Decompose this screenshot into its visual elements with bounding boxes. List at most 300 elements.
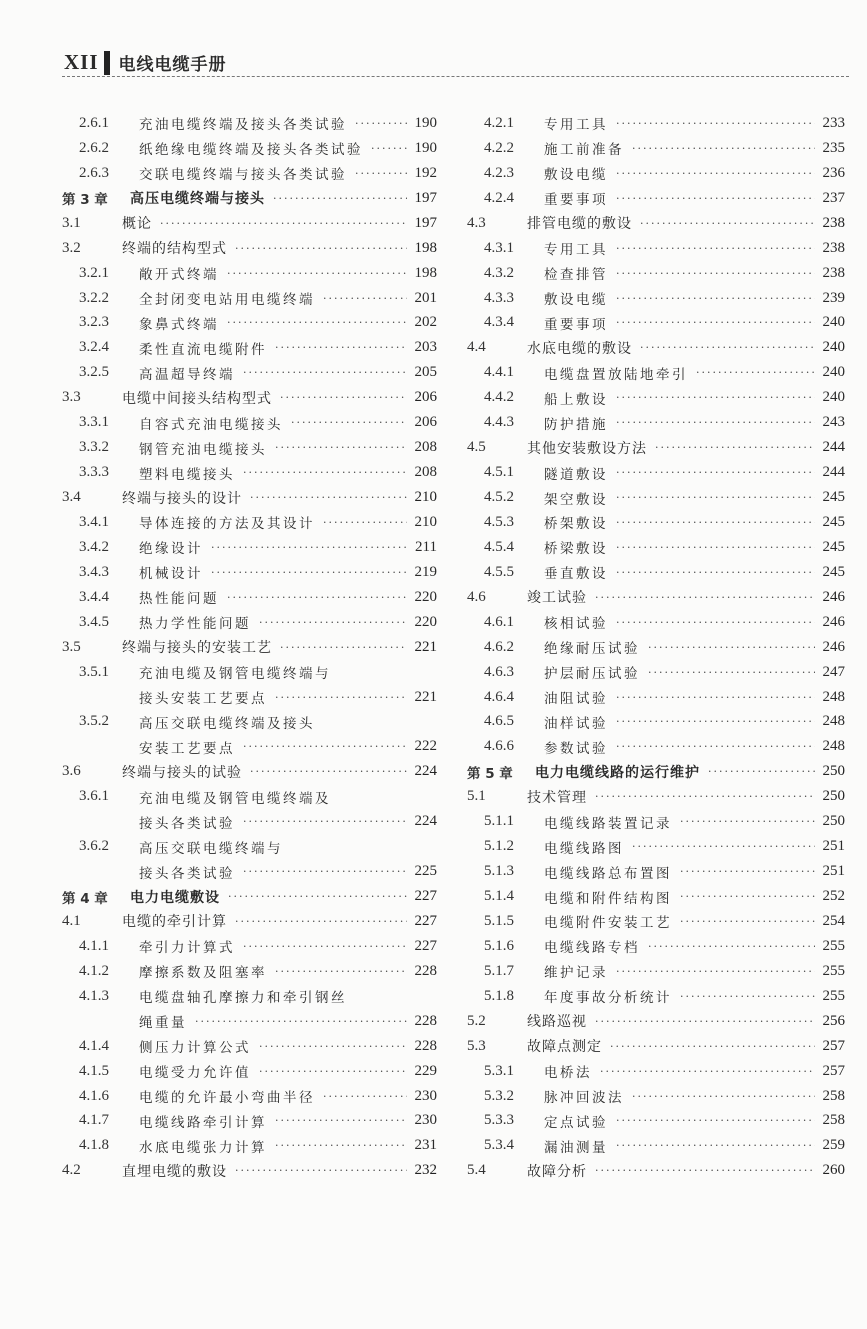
dot-leader [708, 765, 815, 778]
toc-entry-title: 电力电缆线路的运行维护 [535, 764, 700, 781]
toc-entry-page: 203 [414, 339, 437, 356]
toc-entry-title: 高温超导终端 [139, 366, 235, 383]
dot-leader [616, 391, 815, 404]
toc-entry-page: 244 [822, 439, 845, 456]
toc-entry [62, 660, 437, 685]
dot-leader [616, 416, 815, 429]
toc-entry-title: 漏油测量 [544, 1139, 608, 1156]
toc-entry-page: 240 [822, 339, 845, 356]
toc-entry-page: 247 [822, 663, 845, 680]
toc-entry [467, 959, 845, 984]
dot-leader [235, 1164, 407, 1177]
toc-entry [467, 759, 845, 784]
toc-entry-page: 238 [822, 214, 845, 231]
toc-entry [467, 1133, 845, 1158]
toc-entry-number: 3.2.1 [79, 264, 109, 281]
toc-entry-number: 4.1.6 [79, 1087, 109, 1104]
toc-entry-page: 260 [822, 1162, 845, 1179]
dot-leader [696, 366, 815, 379]
toc-entry-number: 4.6.4 [484, 688, 514, 705]
toc-entry [62, 211, 437, 236]
toc-entry-page: 246 [822, 588, 845, 605]
toc-entry-page: 206 [414, 414, 437, 431]
dot-leader [275, 441, 407, 454]
toc-entry [467, 1109, 845, 1134]
toc-entry-page: 208 [414, 464, 437, 481]
toc-entry-page: 197 [414, 189, 437, 206]
dot-leader [616, 117, 815, 130]
toc-entry-number: 3.4.4 [79, 588, 109, 605]
toc-entry-title: 侧压力计算公式 [139, 1040, 251, 1057]
dot-leader [616, 566, 815, 579]
toc-entry [467, 734, 845, 759]
toc-entry-page: 230 [414, 1112, 437, 1129]
dot-leader [243, 366, 407, 379]
dot-leader [648, 666, 815, 679]
toc-entry-page: 251 [822, 863, 845, 880]
toc-entry [62, 186, 437, 211]
toc-entry-title: 桥架敷设 [544, 516, 608, 533]
page-number: XII [64, 50, 99, 74]
dot-leader [655, 441, 815, 454]
toc-entry-title: 绝缘设计 [139, 541, 203, 558]
toc-entry-number: 5.1.7 [484, 962, 514, 979]
dot-leader [323, 292, 407, 305]
toc-entry [62, 834, 437, 859]
dot-leader [610, 1040, 815, 1053]
toc-entry-page: 246 [822, 638, 845, 655]
toc-entry [467, 934, 845, 959]
header-bar [104, 51, 110, 75]
toc-entry-number: 4.1.2 [79, 962, 109, 979]
dot-leader [632, 1090, 815, 1103]
page-header [64, 50, 227, 75]
toc-entry-title: 电缆线路总布置图 [544, 865, 672, 882]
toc-entry [62, 385, 437, 410]
toc-entry [62, 335, 437, 360]
dot-leader [616, 541, 815, 554]
toc-entry-page: 232 [414, 1162, 437, 1179]
toc-entry-page: 243 [822, 414, 845, 431]
toc-entry-page: 206 [414, 389, 437, 406]
toc-entry-page: 228 [414, 1037, 437, 1054]
dot-leader [259, 616, 407, 629]
dot-leader [323, 1090, 407, 1103]
toc-entry [467, 460, 845, 485]
toc-entry [62, 635, 437, 660]
toc-entry-title: 自容式充油电缆接头 [139, 416, 283, 433]
toc-entry-page: 197 [414, 214, 437, 231]
toc-entry-title: 敷设电缆 [544, 167, 608, 184]
toc-entry-number: 4.3 [467, 214, 486, 231]
toc-entry-page: 220 [414, 613, 437, 630]
toc-entry-page: 205 [414, 364, 437, 381]
toc-entry [62, 984, 437, 1009]
toc-entry [467, 111, 845, 136]
toc-entry-title: 牵引力计算式 [139, 940, 235, 957]
toc-entry-page: 252 [822, 888, 845, 905]
toc-entry-number: 4.6.5 [484, 713, 514, 730]
toc-entry-page: 202 [414, 314, 437, 331]
toc-entry-page: 256 [822, 1012, 845, 1029]
toc-entry-title: 重要事项 [544, 316, 608, 333]
toc-entry-page: 228 [414, 962, 437, 979]
toc-entry-title: 电缆盘轴孔摩擦力和牵引钢丝 [139, 990, 347, 1007]
toc-entry-title: 垂直敷设 [544, 566, 608, 583]
dot-leader [632, 840, 815, 853]
toc-entry [467, 335, 845, 360]
dot-leader [640, 217, 815, 230]
toc-entry-title: 电缆线路专档 [544, 940, 640, 957]
toc-entry-title: 塑料电缆接头 [139, 466, 235, 483]
toc-entry-page: 235 [822, 139, 845, 156]
toc-entry [62, 311, 437, 336]
dot-leader [640, 341, 815, 354]
toc-entry-page: 224 [414, 763, 437, 780]
toc-entry-number: 4.5.5 [484, 563, 514, 580]
dot-leader [243, 815, 407, 828]
dot-leader [600, 1065, 815, 1078]
toc-entry-page: 221 [414, 688, 437, 705]
toc-entry-number: 5.1 [467, 788, 486, 805]
toc-entry-page: 230 [414, 1087, 437, 1104]
toc-entry-title: 热力学性能问题 [139, 616, 251, 633]
toc-entry-page: 254 [822, 912, 845, 929]
toc-entry [467, 385, 845, 410]
toc-entry-page: 240 [822, 364, 845, 381]
toc-entry [467, 136, 845, 161]
toc-entry-number: 5.3.2 [484, 1087, 514, 1104]
dot-leader [648, 641, 815, 654]
toc-entry-number: 4.4.3 [484, 414, 514, 431]
toc-entry [467, 211, 845, 236]
toc-entry-number: 4.2.1 [484, 114, 514, 131]
dot-leader [227, 591, 407, 604]
toc-entry-title: 检查排管 [544, 267, 608, 284]
toc-entry [62, 261, 437, 286]
toc-entry [467, 809, 845, 834]
toc-entry-page: 208 [414, 439, 437, 456]
toc-entry [467, 859, 845, 884]
toc-entry [62, 1059, 437, 1084]
toc-entry-page: 246 [822, 613, 845, 630]
toc-entry-number: 5.1.1 [484, 813, 514, 830]
toc-entry-page: 219 [414, 563, 437, 580]
dot-leader [243, 740, 407, 753]
toc-entry-number: 4.1.7 [79, 1112, 109, 1129]
toc-entry-title: 其他安装敷设方法 [527, 440, 647, 457]
book-title: 电线电缆手册 [118, 55, 227, 75]
toc-entry-page: 233 [822, 114, 845, 131]
toc-entry-number: 4.1.3 [79, 987, 109, 1004]
toc-entry-number: 3.6 [62, 763, 81, 780]
dot-leader [275, 1114, 407, 1127]
toc-entry-page: 227 [414, 888, 437, 905]
dot-leader [616, 267, 815, 280]
toc-entry-title: 电缆的允许最小弯曲半径 [139, 1090, 315, 1107]
toc-entry-number: 4.5 [467, 439, 486, 456]
toc-entry-title: 故障点测定 [527, 1039, 602, 1056]
toc-entry [62, 959, 437, 984]
toc-entry-number: 4.1 [62, 912, 81, 929]
toc-entry-title: 接头各类试验 [139, 815, 235, 832]
dot-leader [275, 691, 407, 704]
dot-leader [291, 416, 407, 429]
toc-entry-number: 4.4.1 [484, 364, 514, 381]
toc-entry-title: 概论 [122, 216, 152, 233]
toc-entry-page: 190 [414, 114, 437, 131]
dot-leader [280, 641, 407, 654]
toc-entry [62, 1133, 437, 1158]
toc-entry [62, 734, 437, 759]
toc-entry [62, 161, 437, 186]
toc-entry-number: 3.1 [62, 214, 81, 231]
toc-entry-number: 3.4.1 [79, 513, 109, 530]
toc-entry-number: 4.1.1 [79, 937, 109, 954]
toc-entry-title: 电桥法 [544, 1065, 592, 1082]
toc-entry-title: 技术管理 [527, 789, 587, 806]
toc-entry-number: 3.2.3 [79, 314, 109, 331]
toc-entry-number: 4.5.1 [484, 464, 514, 481]
toc-entry-title: 电缆中间接头结构型式 [122, 390, 272, 407]
toc-entry-title: 船上敷设 [544, 391, 608, 408]
dot-leader [595, 591, 815, 604]
toc-entry-title: 专用工具 [544, 242, 608, 259]
dot-leader [371, 142, 407, 155]
toc-entry-number: 2.6.3 [79, 164, 109, 181]
toc-entry-title: 竣工试验 [527, 590, 587, 607]
toc-entry-title: 防护措施 [544, 416, 608, 433]
toc-entry-page: 244 [822, 464, 845, 481]
toc-entry [467, 909, 845, 934]
toc-entry-page: 192 [414, 164, 437, 181]
dot-leader [616, 691, 815, 704]
toc-entry-page: 228 [414, 1012, 437, 1029]
toc-entry-title: 电缆受力允许值 [139, 1065, 251, 1082]
toc-entry [467, 560, 845, 585]
toc-entry-number: 4.5.2 [484, 489, 514, 506]
dot-leader [275, 965, 407, 978]
toc-entry-number: 5.2 [467, 1012, 486, 1029]
toc-entry-title: 安装工艺要点 [139, 740, 235, 757]
toc-entry-number: 5.4 [467, 1162, 486, 1179]
toc-entry-title: 充油电缆及钢管电缆终端及 [139, 790, 331, 807]
toc-entry-page: 245 [822, 563, 845, 580]
dot-leader [243, 466, 407, 479]
toc-entry-title: 全封闭变电站用电缆终端 [139, 292, 315, 309]
dot-leader [195, 1015, 407, 1028]
toc-entry [467, 984, 845, 1009]
toc-entry-title: 敷设电缆 [544, 292, 608, 309]
toc-entry [467, 610, 845, 635]
toc-entry [467, 1158, 845, 1183]
toc-entry-page: 198 [414, 239, 437, 256]
toc-entry-number: 4.5.3 [484, 513, 514, 530]
header-divider [62, 76, 849, 77]
toc-entry-title: 接头各类试验 [139, 865, 235, 882]
toc-entry [62, 859, 437, 884]
toc-entry-page: 198 [414, 264, 437, 281]
dot-leader [275, 1139, 407, 1152]
toc-entry-page: 245 [822, 538, 845, 555]
dot-leader [648, 940, 815, 953]
toc-entry [467, 186, 845, 211]
toc-entry-number: 5.3.3 [484, 1112, 514, 1129]
toc-entry-number: 3.6.1 [79, 788, 109, 805]
toc-entry [62, 1109, 437, 1134]
toc-entry-title: 电缆线路牵引计算 [139, 1114, 267, 1131]
toc-entry-page: 248 [822, 713, 845, 730]
toc-entry-title: 电力电缆敷设 [130, 889, 220, 906]
toc-entry-number: 2.6.2 [79, 139, 109, 156]
toc-entry [467, 1034, 845, 1059]
toc-entry [467, 286, 845, 311]
toc-entry-number: 3.4.5 [79, 613, 109, 630]
dot-leader [616, 1114, 815, 1127]
toc-entry-number: 2.6.1 [79, 114, 109, 131]
toc-entry-number: 3.4 [62, 489, 81, 506]
toc-entry-page: 251 [822, 838, 845, 855]
toc-entry-number: 3.5.2 [79, 713, 109, 730]
dot-leader [227, 267, 407, 280]
toc-entry-page: 248 [822, 688, 845, 705]
toc-entry-number: 5.3 [467, 1037, 486, 1054]
toc-entry-number: 3.5.1 [79, 663, 109, 680]
toc-entry-title: 终端的结构型式 [122, 241, 227, 258]
toc-entry [62, 1084, 437, 1109]
toc-entry-page: 250 [822, 763, 845, 780]
dot-leader [680, 815, 815, 828]
toc-entry-page: 239 [822, 289, 845, 306]
dot-leader [616, 167, 815, 180]
toc-entry-page: 248 [822, 738, 845, 755]
toc-entry [467, 311, 845, 336]
toc-entry-page: 221 [414, 638, 437, 655]
toc-entry-title: 纸绝缘电缆终端及接头各类试验 [139, 142, 363, 159]
dot-leader [616, 491, 815, 504]
toc-entry [467, 236, 845, 261]
toc-entry-number: 3.3.3 [79, 464, 109, 481]
toc-entry-number: 第 5 章 [467, 765, 513, 782]
dot-leader [243, 940, 407, 953]
toc-entry [467, 510, 845, 535]
toc-entry-title: 终端与接头的试验 [122, 764, 242, 781]
toc-entry-number: 3.2.4 [79, 339, 109, 356]
toc-entry [62, 759, 437, 784]
toc-entry-page: 201 [414, 289, 437, 306]
toc-entry [62, 360, 437, 385]
toc-entry-number: 5.1.4 [484, 888, 514, 905]
toc-entry-number: 3.2.2 [79, 289, 109, 306]
toc-entry-title: 绳重量 [139, 1015, 187, 1032]
toc-entry [62, 1158, 437, 1183]
toc-entry-title: 热性能问题 [139, 591, 219, 608]
toc-entry [467, 1084, 845, 1109]
toc-entry-number: 第 3 章 [62, 192, 108, 209]
toc-entry [62, 909, 437, 934]
dot-leader [227, 316, 407, 329]
toc-entry-number: 4.5.4 [484, 538, 514, 555]
dot-leader [235, 915, 407, 928]
toc-entry-number: 5.3.4 [484, 1137, 514, 1154]
toc-entry-title: 直埋电缆的敷设 [122, 1163, 227, 1180]
dot-leader [595, 790, 815, 803]
toc-entry-number: 4.2 [62, 1162, 81, 1179]
toc-entry-page: 238 [822, 264, 845, 281]
toc-entry-number: 4.1.5 [79, 1062, 109, 1079]
toc-entry-page: 258 [822, 1087, 845, 1104]
toc-entry-title: 充油电缆终端及接头各类试验 [139, 117, 347, 134]
toc-entry-page: 255 [822, 937, 845, 954]
toc-entry [467, 1009, 845, 1034]
toc-entry-number: 3.5 [62, 638, 81, 655]
dot-leader [616, 516, 815, 529]
toc-entry-title: 参数试验 [544, 740, 608, 757]
toc-entry-number: 4.6.1 [484, 613, 514, 630]
toc-entry-number: 4.4 [467, 339, 486, 356]
dot-leader [616, 1139, 815, 1152]
dot-leader [243, 865, 407, 878]
toc-entry [62, 934, 437, 959]
toc-entry-page: 220 [414, 588, 437, 605]
toc-entry-page: 255 [822, 987, 845, 1004]
dot-leader [632, 142, 815, 155]
toc-entry [467, 784, 845, 809]
toc-entry-title: 柔性直流电缆附件 [139, 341, 267, 358]
toc-entry [62, 286, 437, 311]
toc-entry-title: 施工前准备 [544, 142, 624, 159]
toc-entry-title: 核相试验 [544, 616, 608, 633]
toc-entry-page: 227 [414, 912, 437, 929]
toc-entry-number: 3.2 [62, 239, 81, 256]
toc-entry [467, 660, 845, 685]
toc-entry-title: 架空敷设 [544, 491, 608, 508]
toc-entry [62, 460, 437, 485]
toc-entry-page: 236 [822, 164, 845, 181]
toc-entry-page: 229 [414, 1062, 437, 1079]
toc-entry [467, 1059, 845, 1084]
toc-entry-number: 5.3.1 [484, 1062, 514, 1079]
toc-entry-page: 231 [414, 1137, 437, 1154]
dot-leader [680, 865, 815, 878]
dot-leader [680, 890, 815, 903]
toc-entry [467, 585, 845, 610]
toc-entry-title: 高压交联电缆终端及接头 [139, 715, 315, 732]
dot-leader [616, 192, 815, 205]
toc-entry-title: 年度事故分析统计 [544, 990, 672, 1007]
toc-entry-title: 故障分析 [527, 1163, 587, 1180]
toc-entry-number: 4.2.3 [484, 164, 514, 181]
toc-entry-title: 电缆和附件结构图 [544, 890, 672, 907]
toc-entry-title: 隧道敷设 [544, 466, 608, 483]
toc-entry-title: 导体连接的方法及其设计 [139, 516, 315, 533]
toc-entry-title: 护层耐压试验 [544, 666, 640, 683]
dot-leader [680, 915, 815, 928]
toc-entry-page: 210 [414, 489, 437, 506]
dot-leader [273, 192, 407, 205]
toc-entry [467, 884, 845, 909]
toc-entry [467, 710, 845, 735]
toc-entry-title: 水底电缆的敷设 [527, 340, 632, 357]
toc-entry-page: 210 [414, 513, 437, 530]
toc-entry-page: 237 [822, 189, 845, 206]
toc-entry-page: 238 [822, 239, 845, 256]
toc-entry-number: 4.6 [467, 588, 486, 605]
toc-entry [467, 685, 845, 710]
toc-entry-page: 190 [414, 139, 437, 156]
toc-entry-number: 4.2.2 [484, 139, 514, 156]
toc-entry-title: 高压交联电缆终端与 [139, 840, 283, 857]
